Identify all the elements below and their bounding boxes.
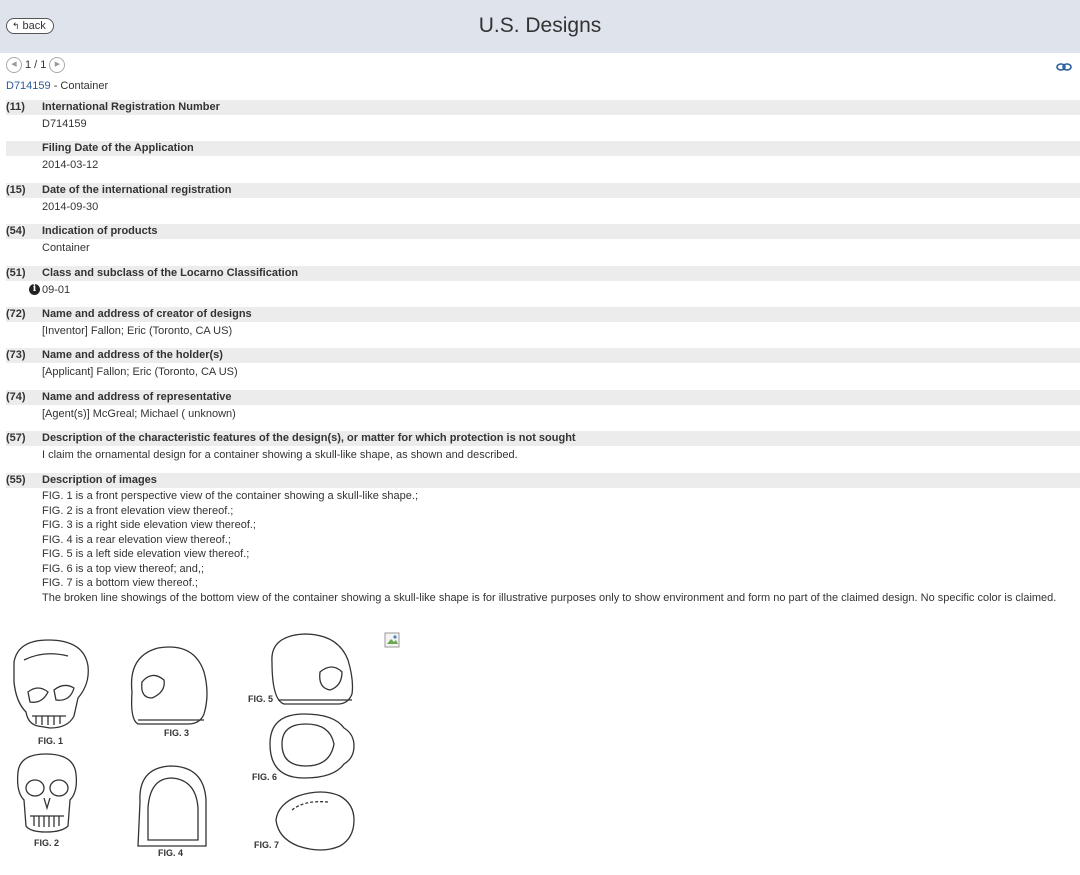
field-row: [6, 307, 1080, 348]
figure-5-drawing: [272, 634, 353, 704]
field-value: [Agent(s)] McGreal; Michael ( unknown): [42, 407, 236, 420]
figure-7-drawing: [276, 792, 354, 850]
field-row: [6, 266, 1080, 307]
figure-label: FIG. 1: [38, 736, 64, 746]
field-row: [6, 348, 1080, 389]
field-code: (57): [6, 432, 26, 445]
figure-label: FIG. 4: [158, 848, 184, 858]
field-code: (72): [6, 307, 26, 320]
figure-4-drawing: [138, 766, 206, 846]
record-number-link[interactable]: D714159: [6, 80, 51, 92]
figure-label: FIG. 5: [248, 694, 274, 704]
design-figures-image: [8, 632, 360, 862]
field-label: International Registration Number: [42, 101, 220, 113]
record-title: - Container: [50, 80, 109, 92]
field-code: [6, 141, 42, 156]
record-subtitle: [6, 80, 108, 92]
images-section-header: [6, 473, 1080, 488]
figure-label: FIG. 3: [164, 728, 190, 738]
next-page-icon[interactable]: ▶: [49, 57, 65, 73]
field-value: 2014-09-30: [42, 200, 99, 213]
image-description-line: FIG. 2 is a front elevation view thereof.;: [42, 504, 234, 517]
field-value: [Applicant] Fallon; Eric (Toronto, CA US): [42, 366, 238, 379]
prev-page-icon[interactable]: ◀: [6, 57, 22, 73]
field-label: Indication of products: [42, 225, 158, 238]
figure-label: FIG. 2: [34, 838, 60, 848]
header-bar: [0, 0, 1080, 53]
field-value: 2014-03-12: [42, 159, 99, 172]
page-title: U.S. Designs: [478, 14, 602, 37]
back-label: back: [22, 20, 46, 32]
permalink-icon[interactable]: [1056, 62, 1072, 72]
field-value: 09-01: [42, 283, 71, 296]
image-description-line: FIG. 3 is a right side elevation view thereof.;: [42, 519, 256, 531]
field-code: (55): [6, 474, 26, 486]
broken-image-icon: [384, 632, 400, 648]
field-value: [Inventor] Fallon; Eric (Toronto, CA US): [42, 324, 233, 337]
field-row: [6, 431, 1080, 472]
field-code: (11): [6, 101, 25, 113]
figure-2-drawing: [18, 754, 77, 832]
field-value: I claim the ornamental design for a container showing a skull-like shape, as shown and described.: [42, 449, 518, 462]
field-row: [6, 224, 1080, 265]
field-label: Class and subclass of the Locarno Classification: [42, 266, 299, 279]
field-label: Description of the characteristic features of the design(s), or matter for which protection is not sought: [42, 432, 576, 445]
image-description-line: The broken line showings of the bottom view of the container showing a skull-like shape is for illustrative purposes only to show environment and form no part of the claimed design. No specific color is claimed.: [42, 591, 1057, 604]
images-description: [42, 489, 1080, 605]
field-code: (15): [6, 183, 26, 196]
field-row: [6, 183, 1080, 224]
image-description-line: FIG. 1 is a front perspective view of the container showing a skull-like shape.;: [42, 490, 419, 502]
image-description-line: FIG. 6 is a top view thereof; and,;: [42, 562, 205, 575]
figure-3-drawing: [132, 647, 207, 724]
info-icon[interactable]: i: [29, 284, 40, 295]
pager: [6, 57, 65, 73]
field-code: (54): [6, 225, 26, 238]
field-label: Name and address of the holder(s): [42, 349, 223, 362]
field-row: [6, 100, 1080, 141]
field-label: Name and address of creator of designs: [42, 307, 252, 320]
image-description-line: FIG. 7 is a bottom view thereof.;: [42, 577, 198, 589]
figure-1-drawing: [14, 640, 88, 728]
figure-6-drawing: [270, 714, 354, 778]
field-code: (73): [6, 349, 26, 362]
field-value: Container: [42, 242, 90, 255]
field-code: (74): [6, 390, 26, 403]
figure-label: FIG. 7: [254, 840, 280, 850]
field-label: Filing Date of the Application: [42, 142, 194, 155]
back-arrow-icon: ↰: [12, 21, 20, 31]
field-code: (51): [6, 266, 26, 279]
image-description-line: FIG. 5 is a left side elevation view thereof.;: [42, 548, 250, 560]
field-row: [6, 390, 1080, 431]
field-value: D714159: [42, 118, 87, 130]
field-row: [6, 141, 1080, 182]
field-label: Name and address of representative: [42, 390, 232, 403]
fields-list: [6, 100, 1080, 473]
field-label: Date of the international registration: [42, 183, 232, 196]
figure-label: FIG. 6: [252, 772, 278, 782]
image-description-line: FIG. 4 is a rear elevation view thereof.;: [42, 533, 231, 546]
field-label: Description of images: [42, 474, 157, 486]
page-indicator: 1 / 1: [25, 59, 47, 72]
